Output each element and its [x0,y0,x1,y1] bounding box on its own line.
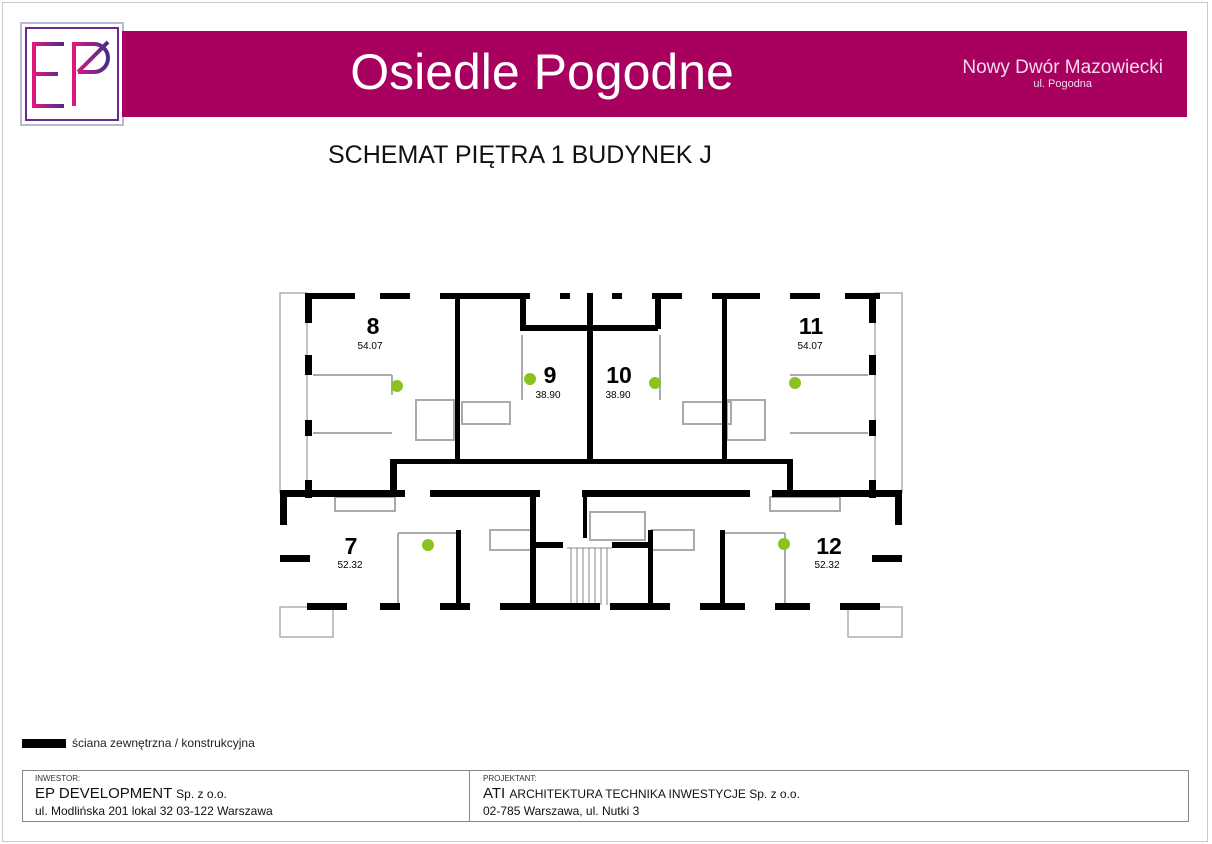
unit-number[interactable]: 9 [543,362,557,388]
unit-area: 38.90 [535,390,561,401]
investor-name: EP DEVELOPMENT [35,785,172,802]
unit-number[interactable]: 11 [798,313,824,339]
title-block [22,770,1189,822]
designer-suffix: ARCHITEKTURA TECHNIKA INWESTYCJE Sp. z o.o. [509,787,800,801]
unit-area: 52.32 [337,560,363,571]
designer-label: PROJEKTANT: [483,774,537,783]
designer-address: 02-785 Warszawa, ul. Nutki 3 [483,804,640,818]
marker-unit-7 [422,539,434,551]
investor-info [35,771,273,821]
marker-unit-11 [789,377,801,389]
marker-unit-10 [649,377,661,389]
unit-number[interactable]: 12 [816,533,842,559]
legend-wall-swatch [22,739,66,748]
legend-wall-label: ściana zewnętrzna / konstrukcyjna [72,736,255,750]
unit-number[interactable]: 10 [606,362,632,388]
unit-area: 52.32 [814,560,840,571]
designer-info [469,771,800,821]
unit-area: 54.07 [797,341,823,352]
location-street: ul. Pogodna [1033,78,1093,90]
investor-address: ul. Modlińska 201 lokal 32 03-122 Warszawa [35,804,273,818]
plan-subtitle: SCHEMAT PIĘTRA 1 BUDYNEK J [328,141,712,169]
staircase [567,548,612,605]
project-title: Osiedle Pogodne [350,44,734,100]
unit-area: 54.07 [357,341,383,352]
unit-number[interactable]: 7 [344,533,358,559]
marker-unit-9 [524,373,536,385]
marker-unit-12 [778,538,790,550]
unit-number[interactable]: 8 [366,313,380,339]
location-city: Nowy Dwór Mazowiecki [962,57,1163,78]
investor-label: INWESTOR: [35,774,81,783]
designer-name: ATI [483,785,506,802]
marker-unit-8 [391,380,403,392]
unit-area: 38.90 [605,390,631,401]
investor-suffix: Sp. z o.o. [176,787,227,801]
